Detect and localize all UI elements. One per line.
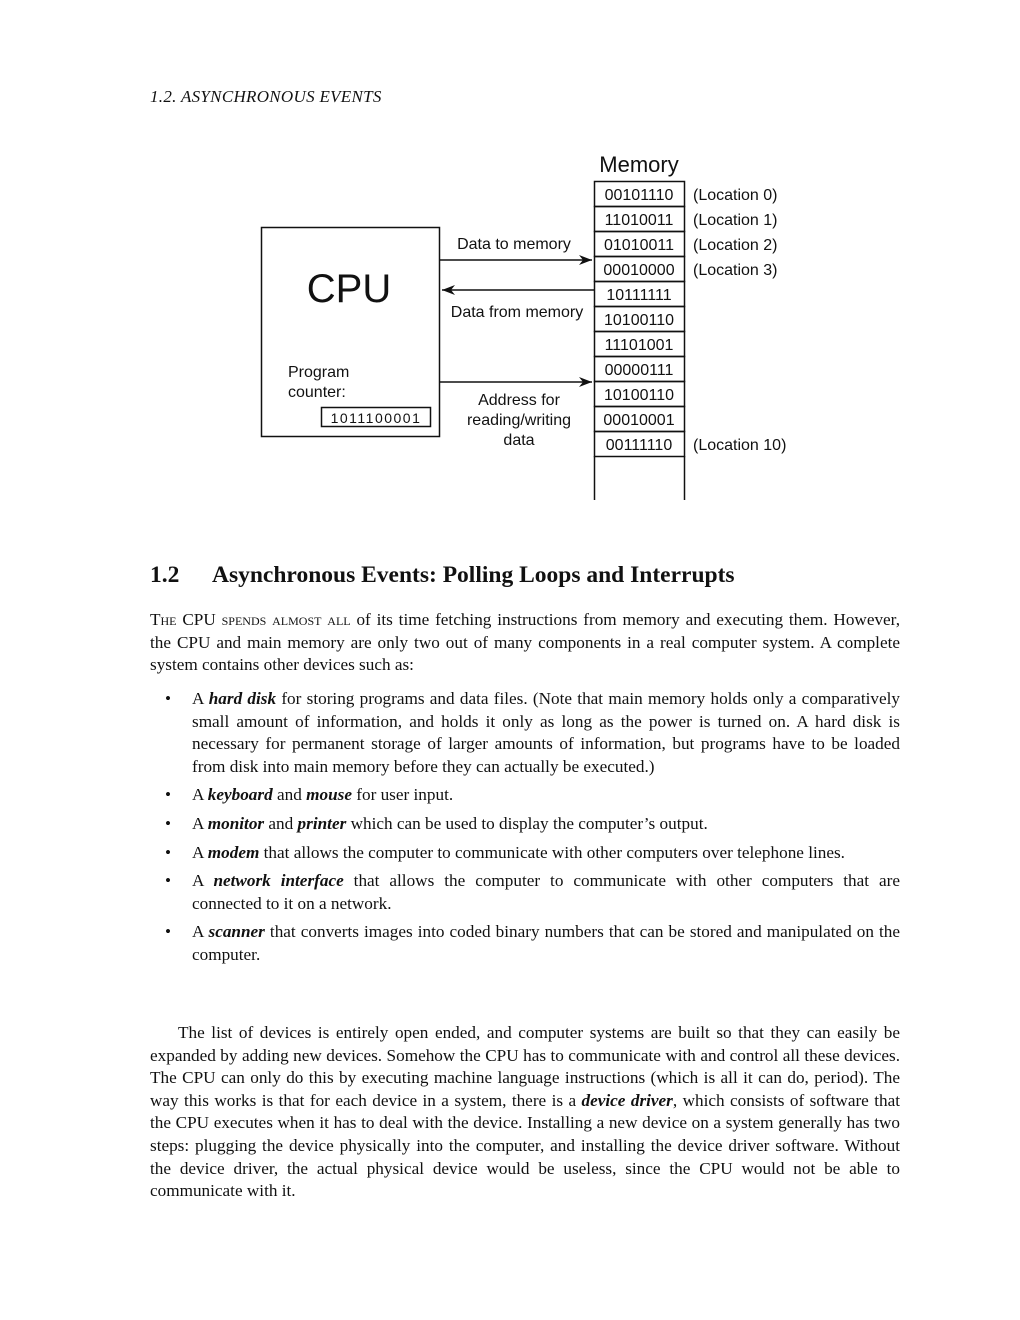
intro-paragraph	[150, 609, 900, 677]
closing-text-pre: The list of devices is entirely open ended, and computer systems are built so that they can easily be expanded by adding new devices. Somehow the CPU has to communicate with and control all these devices. The CPU can only do this by executing machine language instructions (which is all it can do, period). The way this works is that for each device in a system, there is a	[150, 1023, 900, 1110]
item-pre: A	[192, 813, 208, 833]
item-text: and	[264, 813, 298, 833]
memory-cell-value: 00101110	[604, 187, 674, 204]
item-pre: A	[192, 689, 209, 708]
label-data-from-memory: Data from memory	[450, 304, 584, 321]
item-keyword-2: mouse	[306, 785, 352, 805]
memory-cell-value: 00111110	[605, 437, 673, 454]
item-pre: A	[192, 785, 208, 805]
cpu-memory-diagram	[0, 0, 1020, 520]
section-heading	[150, 562, 735, 589]
memory-cell-value: 00000111	[604, 362, 674, 379]
item-keyword: hard disk	[208, 689, 277, 708]
bullet-icon: •	[165, 785, 172, 805]
item-text: that allows the computer to communicate with other computers that are connected to it on a network.	[192, 871, 900, 913]
memory-cell-value: 10111111	[606, 287, 672, 304]
memory-cell-value: 10100110	[604, 387, 674, 404]
list-item	[150, 688, 900, 778]
memory-cell-value: 10100110	[604, 312, 674, 329]
bullet-icon: •	[165, 689, 172, 708]
memory-location-label: (Location 3)	[693, 262, 778, 279]
closing-paragraph	[150, 1022, 900, 1203]
list-item	[150, 921, 900, 966]
list-item	[150, 870, 900, 915]
label-address-line2: reading/writing	[466, 412, 572, 429]
memory-cell-value: 11010011	[604, 212, 674, 229]
label-address-line3: data	[503, 432, 535, 449]
memory-location-label: (Location 0)	[693, 187, 778, 204]
memory-location-label: (Location 2)	[693, 237, 778, 254]
closing-keyword: device driver	[581, 1090, 673, 1110]
item-keyword-2: printer	[297, 813, 347, 833]
device-list	[150, 688, 900, 973]
bullet-icon: •	[165, 922, 172, 942]
item-keyword: network interface	[213, 871, 344, 891]
intro-lead: The CPU spends almost all	[150, 610, 351, 629]
memory-cell-value: 01010011	[604, 237, 674, 254]
item-pre: A	[192, 871, 214, 891]
list-item	[150, 784, 900, 807]
item-text-post: for user input.	[351, 785, 454, 805]
cpu-box	[262, 228, 440, 437]
item-keyword: modem	[207, 842, 260, 862]
item-text: and	[272, 785, 307, 805]
label-data-to-memory: Data to memory	[457, 236, 571, 253]
item-keyword: scanner	[208, 922, 265, 942]
section-number: 1.2	[150, 562, 180, 588]
label-address-line1: Address for	[478, 392, 560, 409]
running-header: 1.2. ASYNCHRONOUS EVENTS	[150, 87, 382, 106]
memory-cell-value: 00010000	[603, 262, 675, 279]
memory-cell-value: 11101001	[604, 337, 674, 354]
item-text: that allows the computer to communicate with other computers over telephone lines.	[259, 842, 845, 862]
section-title: Asynchronous Events: Polling Loops and Interrupts	[212, 562, 735, 588]
pc-label-line2: counter:	[288, 384, 346, 401]
item-text: for storing programs and data files. (Note that main memory holds only a comparatively small amount of information, and holds it only as long as the power is turned on. A hard disk is necessary for permanent storage of larger amounts of information, but programs have to be loaded from disk into main memory before they can actually be executed.)	[192, 689, 900, 776]
memory-column	[595, 182, 787, 457]
bullet-icon: •	[165, 813, 172, 833]
memory-label: Memory	[599, 152, 679, 177]
intro-text: of its time fetching instructions from memory and executing them. However, the CPU and main memory are only two out of many components in a real computer system. A complete system contains other devices such as:	[150, 610, 901, 675]
item-keyword: monitor	[207, 813, 265, 833]
item-pre: A	[192, 842, 208, 862]
item-keyword: keyboard	[207, 785, 273, 805]
bullet-icon: •	[165, 842, 172, 862]
bullet-icon: •	[165, 871, 172, 891]
item-text-post: which can be used to display the computer’s output.	[346, 813, 708, 833]
memory-cell-value: 00010001	[603, 412, 675, 429]
memory-location-label: (Location 10)	[693, 437, 787, 454]
list-item	[150, 842, 900, 865]
item-pre: A	[192, 922, 209, 942]
cpu-label: CPU	[306, 267, 392, 311]
list-item	[150, 813, 900, 836]
pc-label-line1: Program	[288, 364, 350, 381]
item-text: that converts images into coded binary numbers that can be stored and manipulated on the computer.	[192, 922, 900, 964]
closing-text-post: , which consists of software that the CPU executes when it has to deal with the device. Installing a new device on a system generally has two steps: plugging the device physically into the computer, and installing the device driver software. Without the device driver, the actual physical device would be useless, since the CPU would not be able to communicate with it.	[150, 1090, 901, 1201]
pc-value: 1011100001	[330, 410, 422, 426]
memory-location-label: (Location 1)	[693, 212, 778, 229]
